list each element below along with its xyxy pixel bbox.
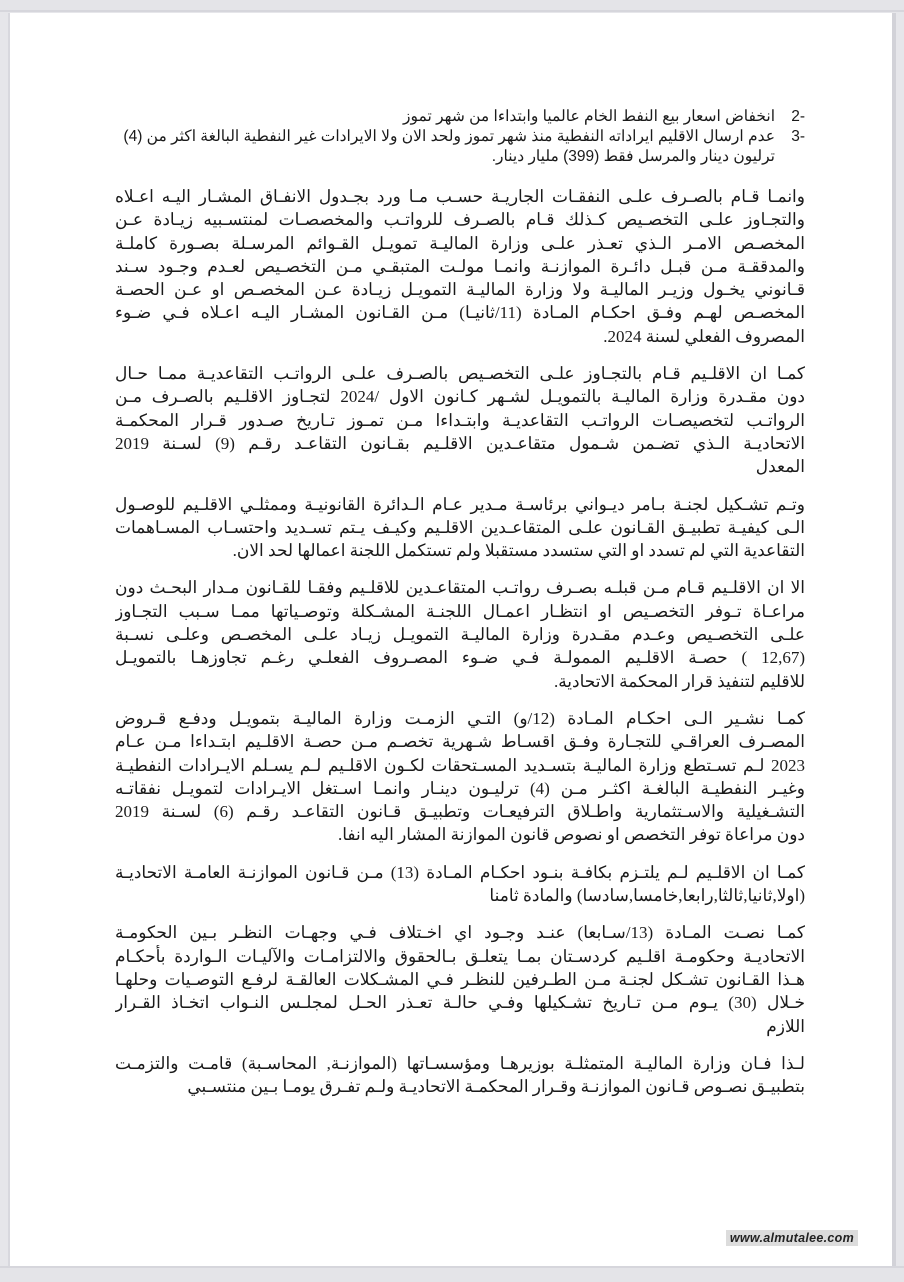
paragraph bbox=[115, 362, 805, 478]
paragraph-line: بتطبيـق نصـوص قـانون الموازنـة وقـرار المحكمـة الاتحاديـة ولـم تفـرق يومـا بـين منتسـبي bbox=[187, 1077, 805, 1097]
paragraph-line: التقاعدية التي لم تسدد او التي ستسدد مستقبلا ولم تستكمل اللجنة اعمالها لحد الان. bbox=[232, 541, 805, 561]
paragraph-line: (اولا,ثانيا,ثالثا,رابعا,خامسا,سادسا) والمادة ثامنا bbox=[489, 886, 805, 906]
paragraph bbox=[115, 185, 805, 348]
paragraph bbox=[115, 861, 805, 908]
paragraph-line: كمـا ان الاقلـيم لـم يلتـزم بكافـة بنـود احكـام المـادة (13) مـن قـانون الموازنـة العامـة الاتحاديـة bbox=[115, 862, 805, 882]
numbered-list bbox=[115, 107, 805, 167]
paragraph-line: الا ان الاقلـيم قـام مـن قبلـه بصـرف رواتـب المتقاعـدين للاقلـيم وفقـا للقـانون مـدار البحـث دون bbox=[115, 578, 805, 598]
paragraph-gap bbox=[115, 847, 805, 861]
paragraph-line: هـذا القـانون تشـكل لجنـة مـن الطـرفين للنظـر فـي المشـكلات العالقـة لرفـع التوصـيات وحلهـا bbox=[115, 969, 805, 989]
paragraph-line: وتـم تشـكيل لجنـة بـامر ديـواني برئاسـة مـدير عـام الـدائرة القانونيـة وممثلـي الاقلـيم للوصـول bbox=[115, 494, 805, 514]
paragraph-line: المصروف الفعلي لسنة 2024. bbox=[603, 326, 805, 346]
paragraph-line: دون مقـدرة وزارة الماليـة بالتمويـل لشـهر كـانون الاول /2024 لتجـاوز الاقلـيم بالصـرف مـن bbox=[115, 387, 805, 407]
paragraph-line: الاتحاديـة الـذي تضـمن شـمول متقاعـدين الاقلـيم بقـانون التقاعـد رقـم (9) لسـنة 2019 bbox=[115, 433, 805, 453]
paragraph-gap bbox=[115, 1038, 805, 1052]
paragraph-gap bbox=[115, 907, 805, 921]
paragraph-gap bbox=[115, 348, 805, 362]
list-item-text: عدم ارسال الاقليم ايراداته النفطية منذ شهر تموز ولحد الان ولا الايرادات غير النفطية البالغة اكثر من (4) bbox=[123, 128, 775, 145]
paragraph-line: علـى التخصـيص وعـدم مقـدرة وزارة الماليـة التمويـل زيـاد علـى المخصـص وعلـى نسـبة bbox=[115, 625, 805, 645]
list-item-continuation: ترليون دينار والمرسل فقط (399) مليار دينار. bbox=[491, 148, 775, 165]
paragraph-line: قـانوني يخـول وزيـر الماليـة ولا وزارة الماليـة التمويـل زيـادة عـن المخصـص او عـن الحصـة bbox=[115, 280, 805, 300]
list-item-number-spacer bbox=[775, 147, 805, 167]
list-item bbox=[115, 147, 805, 167]
paragraph-line: التشـغيلية والاسـتثمارية واطـلاق الترفيعـات وتطبيـق قـانون التقاعـد رقـم (6) لسـنة 2019 bbox=[115, 802, 805, 822]
site-watermark: www.almutalee.com bbox=[726, 1230, 858, 1246]
paragraph-line: المصـرف العراقـي للتجـارة وفـق اقسـاط شـهرية تخصـم مـن حصـة الاقلـيم ابتـداءا مـن عـام bbox=[115, 732, 805, 752]
list-item-text: انخفاض اسعار بيع النفط الخام عالميا وابتداءا من شهر تموز bbox=[403, 108, 775, 125]
paragraph-gap bbox=[115, 693, 805, 707]
list-item-number: 3- bbox=[791, 128, 805, 145]
paragraph-line: المخصـص الامـر الـذي تعـذر علـى وزارة الماليـة تمويـل القـوائم المرسـلة بصـورة كاملـة bbox=[115, 233, 805, 253]
paragraph-line: وغيـر النفطيـة البالغـة اكثـر مـن (4) ترليـون دينـار وانمـا اسـتغل الايـرادات لتمويـل نفقاتـه bbox=[115, 778, 805, 798]
paragraph bbox=[115, 707, 805, 847]
paragraphs bbox=[115, 185, 805, 1098]
paragraph-line: والتجـاوز علـى التخصـيص كـذلك قـام بالصـرف للرواتـب والمخصصـات لمنتسـبيه زيـادة عـن bbox=[115, 210, 805, 230]
paragraph-line: مراعـاة تـوفر التخصـيص او انتظـار اعمـال اللجنـة المشـكلة وتوصـياتها ممـا سـبب التجـاوز bbox=[115, 601, 805, 621]
paragraph bbox=[115, 1052, 805, 1099]
paragraph-line: كمـا نشـير الـى احكـام المـادة (12/و) التـي الزمـت وزارة الماليـة بتمويـل ودفـع قـروض bbox=[115, 708, 805, 728]
paragraph-line: والمدققـة مـن قبـل دائـرة الموازنـة وانمـا مولـت المتبقـي مـن التخصـيص لعـدم وجـود سـند bbox=[115, 256, 805, 276]
paragraph-line: للاقليم لتنفيذ قرار المحكمة الاتحادية. bbox=[553, 671, 805, 691]
page-frame-top bbox=[0, 0, 904, 12]
paragraph-line: خـلال (30) يـوم مـن تـاريخ تشـكيلها وفـي حالـة تعـذر الحـل لمجلـس النـواب اتخـاذ القـرار bbox=[115, 993, 805, 1013]
paragraph-line: كمـا نصـت المـادة (13/سـابعا) عنـد وجـود اي اخـتلاف فـي وجهـات النظـر بـين الحكومـة bbox=[115, 923, 805, 943]
paragraph bbox=[115, 493, 805, 563]
paragraph-line: وانمـا قـام بالصـرف علـى النفقـات الجاريـة حسـب مـا ورد بجـدول الانفـاق المشـار اليـه اعـلاه bbox=[115, 187, 805, 206]
paragraph-line: كمـا ان الاقلـيم قـام بالتجـاوز علـى التخصـيص بالصـرف علـى الرواتـب التقاعديـة ممـا حـال bbox=[115, 364, 805, 384]
paragraph-line: المخصـص لهـم وفـق احكـام المـادة (11/ثانيـا) مـن القـانون المشـار اليـه اعـلاه فـي ضـوء bbox=[115, 303, 805, 323]
paragraph-line: الرواتـب لتخصيصـات الرواتـب التقاعديـة وابتـداءا مـن تمـوز تـاريخ صـدور قـرار المحكمـة bbox=[115, 410, 805, 430]
paragraph bbox=[115, 576, 805, 692]
paragraph-line: الـى كيفيـة تطبيـق القـانون علـى المتقاعـدين الاقلـيم وكيـف يـتم تسـديد واحتسـاب المسـاهمات bbox=[115, 517, 805, 537]
paragraph-line: المعدل bbox=[755, 457, 805, 477]
document-body bbox=[115, 107, 805, 1098]
list-item bbox=[115, 127, 805, 147]
paragraph-line: اللازم bbox=[766, 1016, 805, 1036]
paragraph-line: الاتحاديـة وحكومـة اقلـيم كردسـتان بمـا يتعلـق بـالحقوق والالتزامـات والآليـات الـواردة بأحكـام bbox=[115, 946, 805, 966]
paragraph bbox=[115, 921, 805, 1037]
document-page bbox=[8, 13, 896, 1266]
list-item bbox=[115, 107, 805, 127]
paragraph-gap bbox=[115, 479, 805, 493]
paragraph-line: 2023 لـم تسـتطع وزارة الماليـة بتسـديد المسـتحقات لكـون الاقلـيم لـم يسـلم الايـرادات النفطيـة bbox=[115, 755, 805, 775]
paragraph-gap bbox=[115, 562, 805, 576]
paragraph-line: لـذا فـان وزارة الماليـة المتمثلـة بوزيرهـا ومؤسسـاتها (الموازنـة, المحاسـبة) قامـت والتزمـت bbox=[115, 1053, 805, 1073]
paragraph-line: (12,67 ) حصـة الاقلـيم الممولـة فـي ضـوء المصـروف الفعلـي رغـم تجاوزهـا بالتمويـل bbox=[115, 648, 805, 668]
paragraph-line: دون مراعاة توفر التخصص او نصوص قانون الموازنة المشار اليه انفا. bbox=[337, 825, 805, 845]
list-item-number: 2- bbox=[791, 108, 805, 125]
